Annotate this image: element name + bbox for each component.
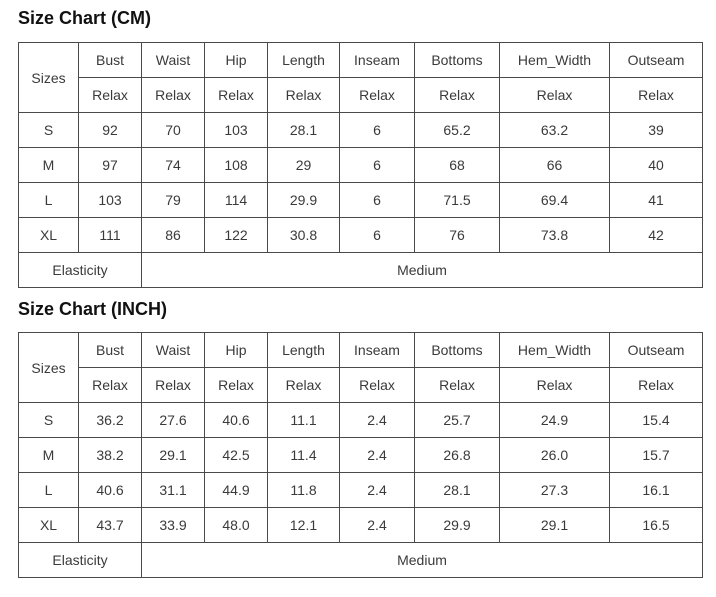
- value-cell: 33.9: [142, 508, 205, 543]
- value-cell: 103: [79, 183, 142, 218]
- header-row: [19, 43, 703, 78]
- column-header: Bust: [79, 333, 142, 368]
- value-cell: 15.7: [610, 438, 703, 473]
- value-cell: 16.5: [610, 508, 703, 543]
- value-cell: 2.4: [340, 508, 415, 543]
- value-cell: 36.2: [79, 403, 142, 438]
- value-cell: 68: [415, 148, 500, 183]
- fit-subheader: Relax: [142, 78, 205, 113]
- value-cell: 6: [340, 218, 415, 253]
- value-cell: 40.6: [205, 403, 268, 438]
- subheader-row: [19, 368, 703, 403]
- table-row: [19, 183, 703, 218]
- column-header: Waist: [142, 43, 205, 78]
- value-cell: 11.1: [268, 403, 340, 438]
- value-cell: 29.1: [500, 508, 610, 543]
- size-cell: XL: [19, 508, 79, 543]
- value-cell: 30.8: [268, 218, 340, 253]
- header-row: [19, 333, 703, 368]
- column-header: Hip: [205, 43, 268, 78]
- column-header: Hip: [205, 333, 268, 368]
- table-row: [19, 148, 703, 183]
- fit-subheader: Relax: [610, 368, 703, 403]
- size-chart-cm-section: [18, 7, 702, 292]
- value-cell: 25.7: [415, 403, 500, 438]
- value-cell: 97: [79, 148, 142, 183]
- size-cell: M: [19, 438, 79, 473]
- value-cell: 16.1: [610, 473, 703, 508]
- value-cell: 29.9: [415, 508, 500, 543]
- column-header: Outseam: [610, 333, 703, 368]
- value-cell: 92: [79, 113, 142, 148]
- value-cell: 65.2: [415, 113, 500, 148]
- table-row: [19, 508, 703, 543]
- value-cell: 15.4: [610, 403, 703, 438]
- fit-subheader: Relax: [340, 78, 415, 113]
- value-cell: 2.4: [340, 438, 415, 473]
- value-cell: 26.8: [415, 438, 500, 473]
- value-cell: 43.7: [79, 508, 142, 543]
- value-cell: 73.8: [500, 218, 610, 253]
- value-cell: 28.1: [415, 473, 500, 508]
- fit-subheader: Relax: [500, 78, 610, 113]
- column-header: Length: [268, 43, 340, 78]
- size-cell: S: [19, 403, 79, 438]
- table-row: [19, 403, 703, 438]
- value-cell: 2.4: [340, 403, 415, 438]
- value-cell: 6: [340, 113, 415, 148]
- value-cell: 27.3: [500, 473, 610, 508]
- size-chart-inch-section: [18, 298, 702, 583]
- elasticity-label: Elasticity: [19, 543, 142, 578]
- column-header: Outseam: [610, 43, 703, 78]
- value-cell: 42: [610, 218, 703, 253]
- size-cell: M: [19, 148, 79, 183]
- fit-subheader: Relax: [610, 78, 703, 113]
- value-cell: 74: [142, 148, 205, 183]
- column-header: Inseam: [340, 333, 415, 368]
- value-cell: 31.1: [142, 473, 205, 508]
- elasticity-value: Medium: [142, 543, 703, 578]
- value-cell: 26.0: [500, 438, 610, 473]
- fit-subheader: Relax: [500, 368, 610, 403]
- fit-subheader: Relax: [79, 368, 142, 403]
- value-cell: 42.5: [205, 438, 268, 473]
- elasticity-row: [19, 253, 703, 288]
- value-cell: 28.1: [268, 113, 340, 148]
- value-cell: 79: [142, 183, 205, 218]
- sizes-header: Sizes: [19, 43, 79, 113]
- value-cell: 114: [205, 183, 268, 218]
- fit-subheader: Relax: [415, 368, 500, 403]
- fit-subheader: Relax: [415, 78, 500, 113]
- value-cell: 6: [340, 148, 415, 183]
- value-cell: 66: [500, 148, 610, 183]
- size-cell: S: [19, 113, 79, 148]
- value-cell: 44.9: [205, 473, 268, 508]
- column-header: Hem_Width: [500, 43, 610, 78]
- value-cell: 76: [415, 218, 500, 253]
- size-chart-cm-title: Size Chart (CM): [18, 8, 152, 28]
- column-header: Hem_Width: [500, 333, 610, 368]
- fit-subheader: Relax: [79, 78, 142, 113]
- value-cell: 63.2: [500, 113, 610, 148]
- value-cell: 103: [205, 113, 268, 148]
- fit-subheader: Relax: [205, 78, 268, 113]
- value-cell: 12.1: [268, 508, 340, 543]
- size-cell: L: [19, 473, 79, 508]
- size-chart-cm-table: [18, 42, 703, 288]
- subheader-row: [19, 78, 703, 113]
- value-cell: 24.9: [500, 403, 610, 438]
- value-cell: 122: [205, 218, 268, 253]
- sizes-header: Sizes: [19, 333, 79, 403]
- value-cell: 29: [268, 148, 340, 183]
- value-cell: 108: [205, 148, 268, 183]
- column-header: Bottoms: [415, 333, 500, 368]
- table-row: [19, 438, 703, 473]
- column-header: Bust: [79, 43, 142, 78]
- table-row: [19, 473, 703, 508]
- value-cell: 70: [142, 113, 205, 148]
- value-cell: 6: [340, 183, 415, 218]
- elasticity-label: Elasticity: [19, 253, 142, 288]
- value-cell: 2.4: [340, 473, 415, 508]
- value-cell: 11.8: [268, 473, 340, 508]
- size-chart-inch-title: Size Chart (INCH): [18, 299, 168, 319]
- fit-subheader: Relax: [142, 368, 205, 403]
- size-chart-inch-table: [18, 332, 703, 578]
- fit-subheader: Relax: [268, 368, 340, 403]
- size-cell: XL: [19, 218, 79, 253]
- fit-subheader: Relax: [268, 78, 340, 113]
- value-cell: 11.4: [268, 438, 340, 473]
- value-cell: 29.9: [268, 183, 340, 218]
- column-header: Waist: [142, 333, 205, 368]
- value-cell: 40.6: [79, 473, 142, 508]
- value-cell: 39: [610, 113, 703, 148]
- elasticity-row: [19, 543, 703, 578]
- value-cell: 29.1: [142, 438, 205, 473]
- column-header: Bottoms: [415, 43, 500, 78]
- column-header: Inseam: [340, 43, 415, 78]
- fit-subheader: Relax: [340, 368, 415, 403]
- table-row: [19, 113, 703, 148]
- value-cell: 111: [79, 218, 142, 253]
- column-header: Length: [268, 333, 340, 368]
- table-row: [19, 218, 703, 253]
- elasticity-value: Medium: [142, 253, 703, 288]
- fit-subheader: Relax: [205, 368, 268, 403]
- value-cell: 69.4: [500, 183, 610, 218]
- size-cell: L: [19, 183, 79, 218]
- value-cell: 27.6: [142, 403, 205, 438]
- value-cell: 48.0: [205, 508, 268, 543]
- value-cell: 71.5: [415, 183, 500, 218]
- value-cell: 40: [610, 148, 703, 183]
- value-cell: 38.2: [79, 438, 142, 473]
- value-cell: 41: [610, 183, 703, 218]
- value-cell: 86: [142, 218, 205, 253]
